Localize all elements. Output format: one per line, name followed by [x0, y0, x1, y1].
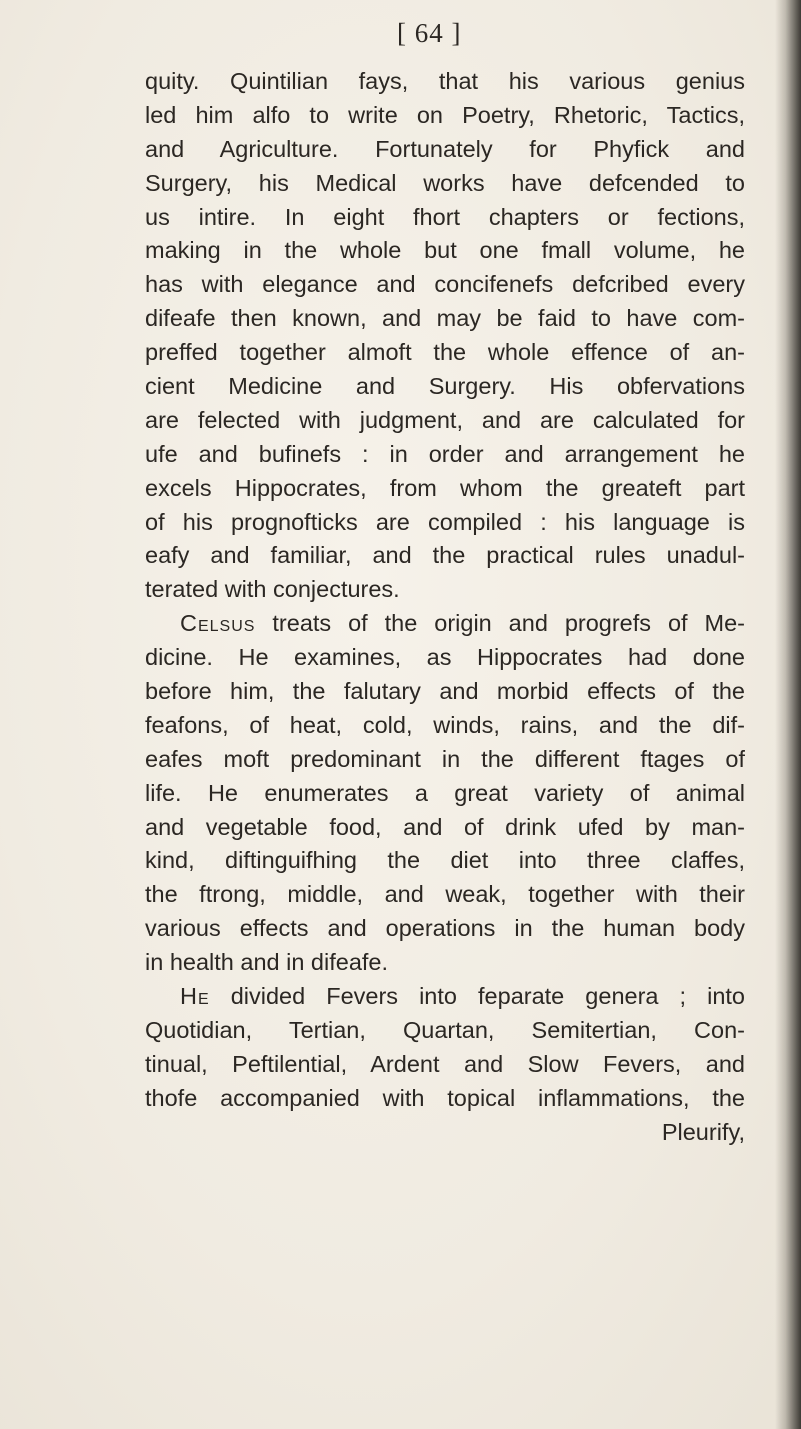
text-line: life. He enumerates a great variety of animal	[145, 779, 745, 806]
text-line: eafes moft predominant in the different ftages of	[145, 745, 745, 772]
text-line: thofe accompanied with topical inflammations, the	[145, 1084, 745, 1111]
page-edge-shadow	[775, 0, 801, 1429]
text-line: terated with conjectures.	[145, 576, 400, 603]
lead-word: He	[180, 983, 210, 1010]
text-line: eafy and familiar, and the practical rules unadul-	[145, 542, 745, 569]
text-line: in health and in difeafe.	[145, 949, 389, 976]
text-line: led him alfo to write on Poetry, Rhetoric, Tactics,	[145, 101, 745, 128]
text-line: excels Hippocrates, from whom the greateft part	[145, 474, 745, 501]
text-line: the ftrong, middle, and weak, together with their	[145, 881, 745, 908]
text-line: difeafe then known, and may be faid to have com-	[145, 305, 745, 332]
text-line: making in the whole but one fmall volume, he	[145, 237, 745, 264]
paragraph-first-line	[145, 980, 745, 1014]
text-line: dicine. He examines, as Hippocrates had done	[145, 644, 745, 671]
text-line: us intire. In eight fhort chapters or fections,	[145, 203, 745, 230]
text-line: tinual, Peftilential, Ardent and Slow Fevers, and	[145, 1050, 745, 1077]
text-fragment: treats of the origin and progrefs of Me-	[255, 610, 745, 637]
text-line: preffed together almoft the whole effence of an-	[145, 339, 745, 366]
text-line: ufe and bufinefs : in order and arrangement he	[145, 440, 745, 467]
text-fragment: divided Fevers into feparate genera ; into	[209, 983, 745, 1010]
body-text	[145, 65, 745, 1150]
page-number: [ 64 ]	[397, 18, 462, 48]
lead-word: Celsus	[180, 610, 256, 637]
text-line: and vegetable food, and of drink ufed by man-	[145, 813, 745, 840]
text-line: various effects and operations in the human body	[145, 915, 745, 942]
paragraph-first-line	[145, 607, 745, 641]
text-line: Surgery, his Medical works have defcended to	[145, 169, 745, 196]
text-line: cient Medicine and Surgery. His obfervations	[145, 373, 745, 400]
text-line: has with elegance and concifenefs defcribed every	[145, 271, 745, 298]
text-line: quity. Quintilian fays, that his various genius	[145, 68, 745, 94]
text-line: Quotidian, Tertian, Quartan, Semitertian, Con-	[145, 1016, 745, 1043]
text-line: and Agriculture. Fortunately for Phyfick and	[145, 135, 745, 162]
catchword: Pleurify,	[661, 1118, 745, 1145]
text-line: kind, diftinguifhing the diet into three claffes,	[145, 847, 745, 874]
text-line: feafons, of heat, cold, winds, rains, and the dif-	[145, 711, 745, 738]
text-line: of his prognofticks are compiled : his language is	[145, 508, 745, 535]
text-line: are felected with judgment, and are calculated for	[145, 406, 745, 433]
text-line: before him, the falutary and morbid effects of the	[145, 678, 745, 705]
